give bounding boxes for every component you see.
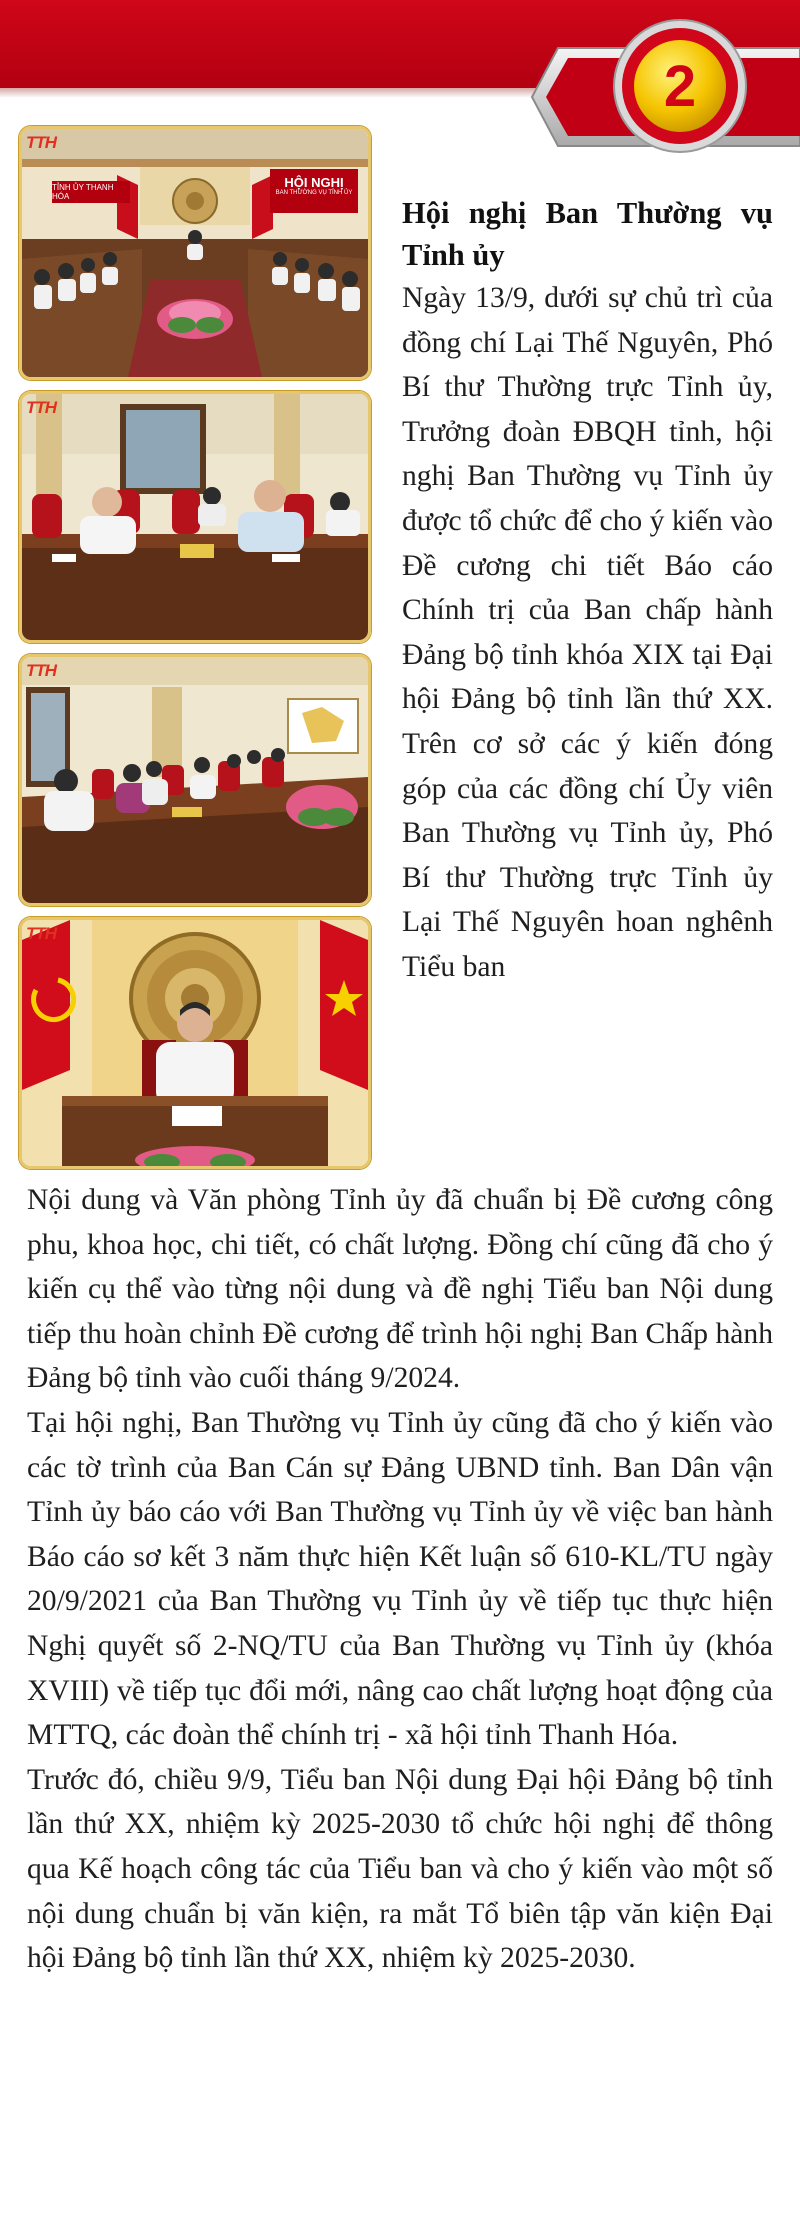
article-paragraph-3: Trước đó, chiều 9/9, Tiểu ban Nội dung Đại hội Đảng bộ tỉnh lần thứ XX, nhiệm kỳ 2025-2030 tổ chức hội nghị để thông qua Kế hoạch công tác của Tiểu ban và cho ý kiến vào một số nội dung chuẩn bị văn kiện, ra mắt Tổ biên tập văn kiện Đại hội Đảng bộ tỉnh lần thứ XX, nhiệm kỳ 2025-2030. xyxy=(27,1763,773,1975)
photo-logo: TTH xyxy=(26,398,57,417)
chairman-image xyxy=(22,920,368,1166)
article-heading: Hội nghị Ban Thường vụ Tỉnh ủy xyxy=(402,196,773,272)
photo-logo: TTH xyxy=(26,924,57,943)
article-paragraph-2: Tại hội nghị, Ban Thường vụ Tỉnh ủy cũng đã cho ý kiến vào các tờ trình của Ban Cán sự Đảng UBND tỉnh. Ban Dân vận Tỉnh ủy báo cáo với Ban Thường vụ Tỉnh ủy về việc ban hành Báo cáo sơ kết 3 năm thực hiện Kết luận số 610-KL/TU ngày 20/9/2021 của Ban Thường vụ Tỉnh ủy về tiếp tục thực hiện Nghị quyết số 2-NQ/TU của Ban Thường vụ Tỉnh ủy (khóa XVIII) về tiếp tục đổi mới, nâng cao chất lượng hoạt động của MTTQ, các đoàn thể chính trị - xã hội tỉnh Thanh Hóa. xyxy=(27,1406,773,1752)
article-side-column xyxy=(402,192,773,990)
banner-shadow xyxy=(0,88,560,98)
article-continuation: Nội dung và Văn phòng Tỉnh ủy đã chuẩn bị Đề cương công phu, khoa học, chi tiết, có chất lượng. Đồng chí cũng đã cho ý kiến cụ thể vào từng nội dung và đề nghị Tiểu ban Nội dung tiếp thu hoàn chỉnh Đề cương để trình hội nghị Ban Chấp hành Đảng bộ tỉnh vào cuối tháng 9/2024. xyxy=(27,1184,773,1395)
article-full-column xyxy=(27,1178,773,1981)
delegates-image xyxy=(22,394,368,640)
wall-sign-title: HỘI NGHỊ xyxy=(284,175,344,190)
photo-delegates xyxy=(19,391,371,643)
photo-meeting-room xyxy=(19,654,371,906)
photo-conference-hall xyxy=(19,126,371,380)
article-intro-paragraph: Ngày 13/9, dưới sự chủ trì của đồng chí Lại Thế Nguyên, Phó Bí thư Thường trực Tỉnh ủy, Trưởng đoàn ĐBQH tỉnh, hội nghị Ban Thường vụ Tỉnh ủy được tổ chức để cho ý kiến vào Đề cương chi tiết Báo cáo Chính trị của Ban chấp hành Đảng bộ tỉnh khóa XIX tại Đại hội Đảng bộ tỉnh lần thứ XX. Trên cơ sở các ý kiến đóng góp của các đồng chí Ủy viên Ban Thường vụ Tỉnh ủy, Phó Bí thư Thường trực Tỉnh ủy Lại Thế Nguyên hoan nghênh Tiểu ban xyxy=(402,282,773,983)
conference-hall-image xyxy=(22,129,368,377)
photo-logo: TTH xyxy=(26,661,57,680)
photo-chairman xyxy=(19,917,371,1169)
meeting-room-image xyxy=(22,657,368,903)
photo-logo: TTH xyxy=(26,133,57,152)
wall-sign-left: TỈNH ỦY THANH HÓA xyxy=(52,183,114,201)
section-number: 2 xyxy=(663,53,697,119)
wall-sign-right xyxy=(270,169,358,213)
wall-sign-subtitle: BAN THƯỜNG VỤ TỈNH ỦY xyxy=(275,190,353,196)
